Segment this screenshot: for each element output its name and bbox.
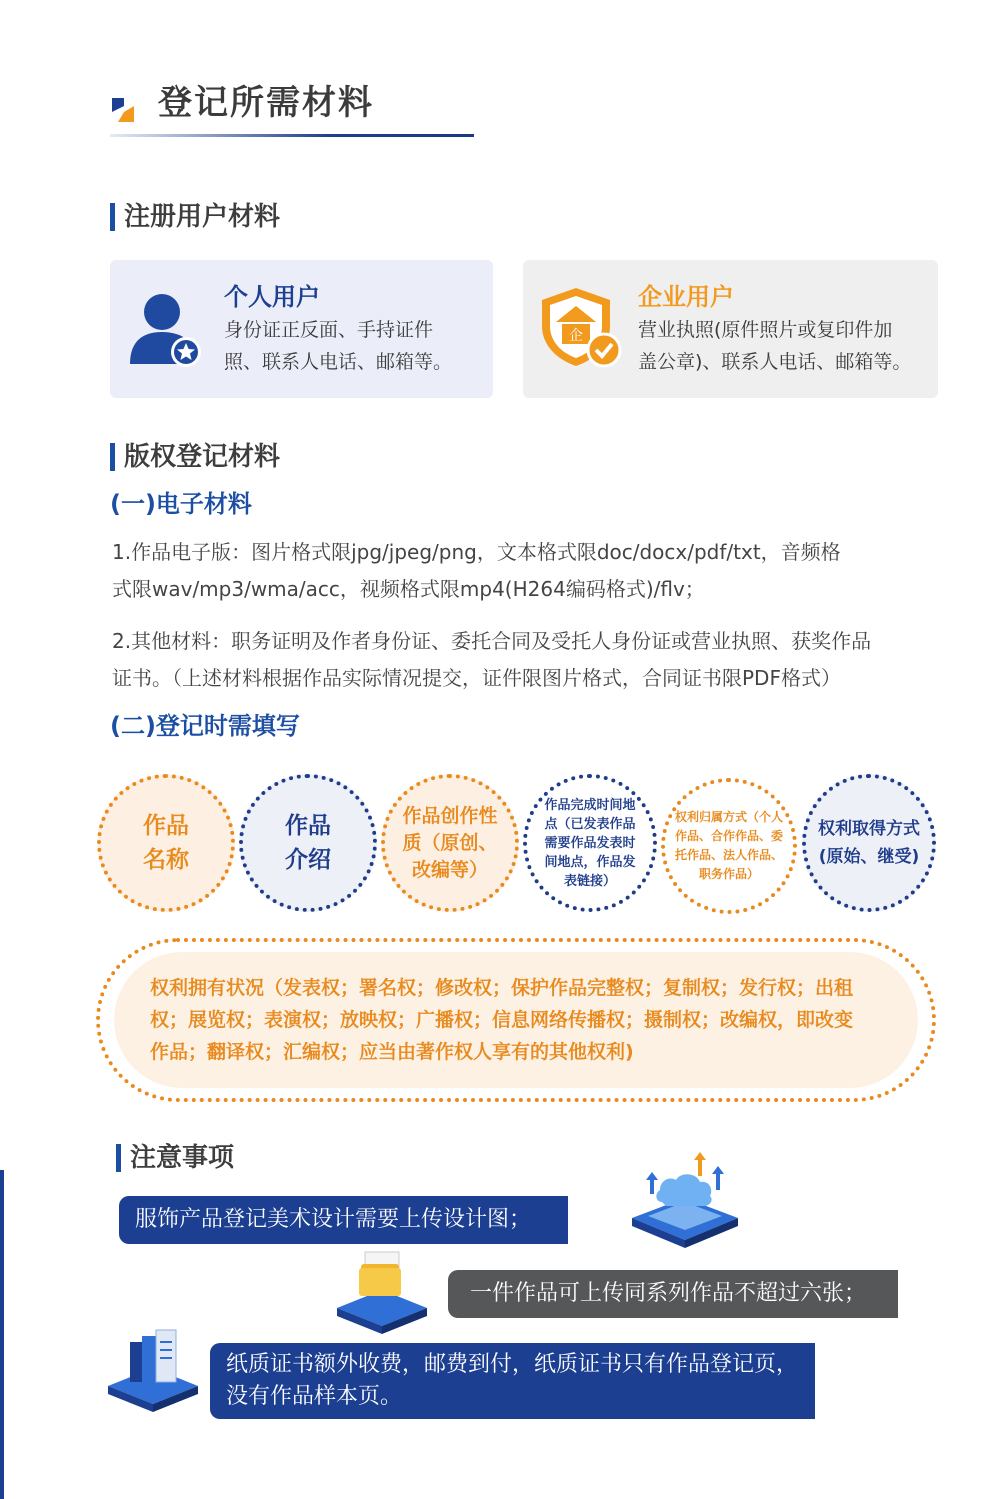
circle-work-intro: 作品 介绍 <box>239 774 377 912</box>
personal-user-title: 个人用户 <box>224 283 320 311</box>
cloud-upload-icon <box>626 1150 744 1250</box>
enterprise-user-desc-line1: 营业执照(原件照片或复印件加 <box>638 319 893 341</box>
personal-user-icon <box>128 290 204 368</box>
circle-rights-acquisition: 权利取得方式 (原始、继受) <box>802 774 936 912</box>
personal-user-desc-line1: 身份证正反面、手持证件 <box>224 319 434 341</box>
svg-text:企: 企 <box>569 328 583 344</box>
left-edge-accent <box>0 1170 4 1499</box>
enterprise-user-desc-line2: 盖公章)、联系人电话、邮箱等。 <box>638 351 912 373</box>
section-heading-copyright: 版权登记材料 <box>110 440 280 474</box>
page-title: 登记所需材料 <box>158 83 374 123</box>
personal-user-desc-line2: 照、联系人电话、邮箱等。 <box>224 351 453 373</box>
folder-icon <box>333 1248 431 1334</box>
subheading-fill-in: (二)登记时需填写 <box>110 712 300 740</box>
electronic-item2-line1: 2.其他材料：职务证明及作者身份证、委托合同及受托人身份证或营业执照、获奖作品 <box>112 629 872 653</box>
brand-mark-icon <box>112 98 134 122</box>
note-series-limit: 一件作品可上传同系列作品不超过六张； <box>448 1270 898 1318</box>
section-heading-notes: 注意事项 <box>116 1141 234 1175</box>
electronic-item1-line1: 1.作品电子版：图片格式限jpg/jpeg/png，文本格式限doc/docx/pdf/txt，音频格 <box>112 540 841 564</box>
note-design-upload: 服饰产品登记美术设计需要上传设计图； <box>119 1196 568 1244</box>
subheading-electronic: (一)电子材料 <box>110 490 252 518</box>
note-paper-certificate: 纸质证书额外收费，邮费到付，纸质证书只有作品登记页， 没有作品样本页。 <box>210 1343 815 1419</box>
circle-rights-ownership: 权利归属方式（个人 作品、合作作品、委 托作品、法人作品、 职务作品） <box>661 778 797 914</box>
electronic-item1-line2: 式限wav/mp3/wma/acc，视频格式限mp4(H264编码格式)/flv； <box>112 577 705 601</box>
circle-work-name: 作品 名称 <box>97 774 235 912</box>
enterprise-user-title: 企业用户 <box>638 283 734 311</box>
section-heading-registration: 注册用户材料 <box>110 200 280 234</box>
title-underline <box>110 134 474 137</box>
documents-stack-icon <box>104 1316 202 1414</box>
rights-status-text: 权利拥有状况（发表权；署名权；修改权；保护作品完整权；复制权；发行权；出租 权；展览权；表演权；放映权；广播权；信息网络传播权；摄制权；改编权，即改变 作品；翻译权；汇编权；应当由著作权人享有的其他权利) <box>150 977 854 1063</box>
electronic-item2-line2: 证书。（上述材料根据作品实际情况提交，证件限图片格式，合同证书限PDF格式） <box>112 666 841 690</box>
circle-work-nature: 作品创作性 质（原创、 改编等） <box>381 774 519 912</box>
enterprise-shield-icon <box>540 286 624 370</box>
circle-completion-time: 作品完成时间地 点（已发表作品 需要作品发表时 间地点，作品发 表链接） <box>523 774 657 912</box>
